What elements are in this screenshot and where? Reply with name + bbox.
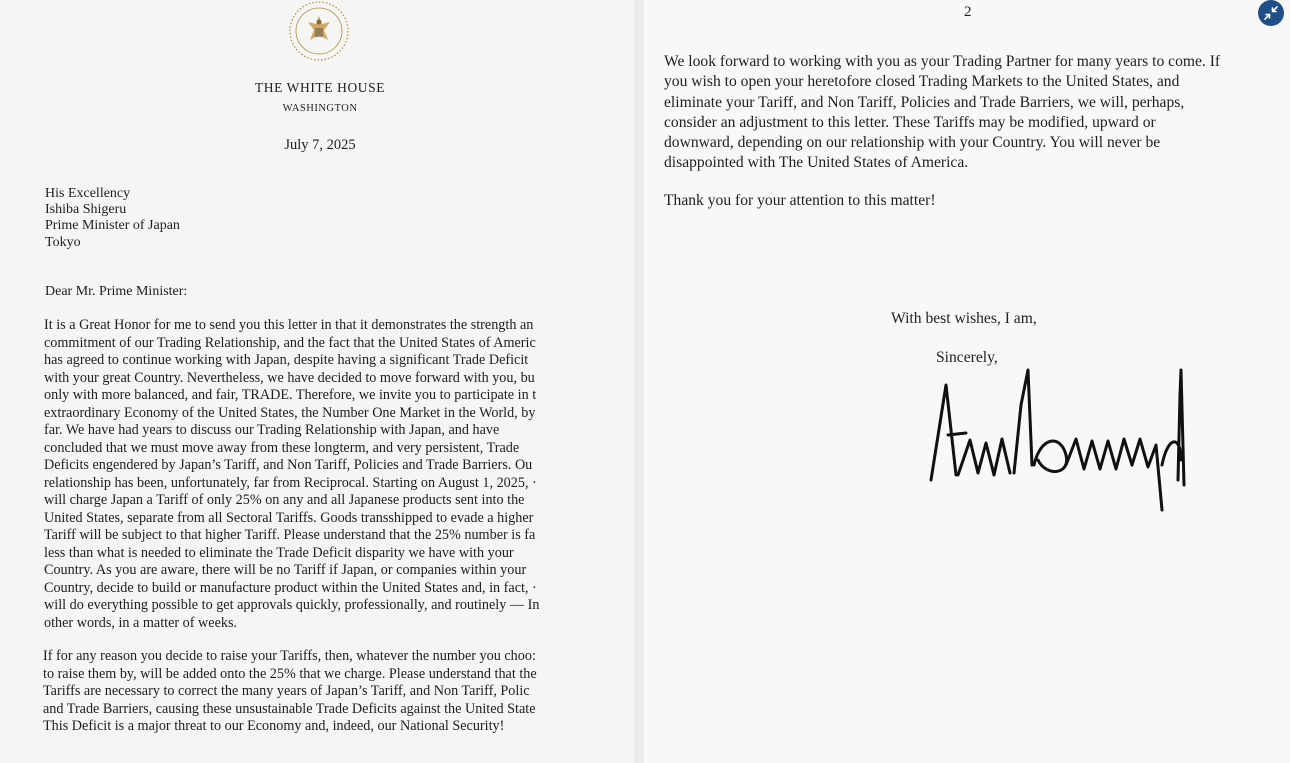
- text-line: only with more balanced, and fair, TRADE. Therefore, we invite you to participate in t: [44, 387, 537, 403]
- letter-date: July 7, 2025: [284, 137, 356, 153]
- text-line: you wish to open your heretofore closed Trading Markets to the United States, and: [664, 73, 1180, 91]
- presidential-seal-icon: [288, 0, 350, 62]
- recipient-address: [45, 186, 180, 251]
- text-line: downward, depending on our relationship with your Country. You will never be: [664, 134, 1161, 152]
- text-line: and Trade Barriers, causing these unsustainable Trade Deficits against the United State: [43, 700, 536, 717]
- address-line: Prime Minister of Japan: [45, 218, 180, 234]
- address-line: His Excellency: [45, 186, 131, 201]
- text-line: extraordinary Economy of the United States, the Number One Market in the World, by: [44, 404, 536, 421]
- signature: [926, 365, 1191, 515]
- text-line: has agreed to continue working with Japan, despite having a significant Trade Deficit: [44, 352, 529, 368]
- text-line: eliminate your Tariff, and Non Tariff, Policies and Trade Barriers, we will, perhaps,: [664, 93, 1185, 111]
- letterhead-title: THE WHITE HOUSE: [254, 80, 386, 95]
- collapse-button[interactable]: [1258, 0, 1284, 26]
- collapse-arrows-icon: [1263, 5, 1279, 21]
- text-line: Country. As you are aware, there will be no Tariff if Japan, or companies within your: [44, 562, 527, 578]
- text-line: to raise them by, will be added onto the 25% that we charge. Please understand that the: [43, 665, 537, 682]
- text-line: commitment of our Trading Relationship, and the fact that the United States of Americ: [44, 334, 536, 351]
- text-line: Tariffs are necessary to correct the many years of Japan’s Tariff, and Non Tariff, Polic: [43, 683, 530, 699]
- closing-line: With best wishes, I am,: [891, 310, 1037, 327]
- text-line: will do everything possible to get approvals quickly, professionally, and routinely — In: [44, 597, 540, 613]
- text-line: less than what is needed to eliminate the Trade Deficit disparity we have with your: [44, 544, 514, 561]
- letter-page-2: [644, 0, 1290, 763]
- text-line: consider an adjustment to this letter. These Tariffs may be modified, upward or: [664, 113, 1156, 131]
- text-line: will charge Japan a Tariff of only 25% on any and all Japanese products sent into the: [44, 492, 525, 508]
- page-number: 2: [964, 4, 972, 20]
- text-line: with your great Country. Nevertheless, we have decided to move forward with you, bu: [44, 369, 535, 386]
- text-line: We look forward to working with you as your Trading Partner for many years to come. If: [664, 53, 1221, 70]
- body-paragraph-3: [664, 52, 1220, 174]
- letterhead-subtitle: WASHINGTON: [282, 103, 358, 114]
- sign-off: Sincerely,: [936, 349, 998, 366]
- address-line: Tokyo: [45, 234, 81, 250]
- text-line: If for any reason you decide to raise your Tariffs, then, whatever the number you choo:: [43, 648, 536, 664]
- letter-page-1: [0, 0, 634, 763]
- text-line: disappointed with The United States of America.: [664, 154, 969, 172]
- text-line: Deficits engendered by Japan’s Tariff, and Non Tariff, Policies and Trade Barriers. Ou: [44, 457, 533, 473]
- text-line: This Deficit is a major threat to our Economy and, indeed, our National Security!: [43, 718, 505, 734]
- text-line: Country, decide to build or manufacture product within the United States and, in fact, ·: [44, 579, 537, 596]
- text-line: relationship has been, unfortunately, far from Reciprocal. Starting on August 1, 2025, ·: [44, 474, 537, 491]
- salutation: Dear Mr. Prime Minister:: [45, 284, 188, 299]
- text-line: United States, separate from all Sectoral Tariffs. Goods transshipped to evade a higher: [44, 509, 534, 526]
- text-line: other words, in a matter of weeks.: [44, 614, 238, 631]
- text-line: far. We have had years to discuss our Trading Relationship with Japan, and have: [44, 422, 500, 438]
- body-paragraph-2: [43, 648, 573, 736]
- text-line: Tariff will be subject to that higher Tariff. Please understand that the 25% number is fa: [44, 527, 536, 543]
- text-line: It is a Great Honor for me to send you this letter in that it demonstrates the strength an: [44, 317, 534, 333]
- address-line: Ishiba Shigeru: [45, 202, 127, 218]
- body-paragraph-1: [44, 317, 573, 632]
- text-line: concluded that we must move away from these longterm, and very persistent, Trade: [44, 439, 520, 456]
- thanks-line: Thank you for your attention to this matter!: [664, 192, 936, 209]
